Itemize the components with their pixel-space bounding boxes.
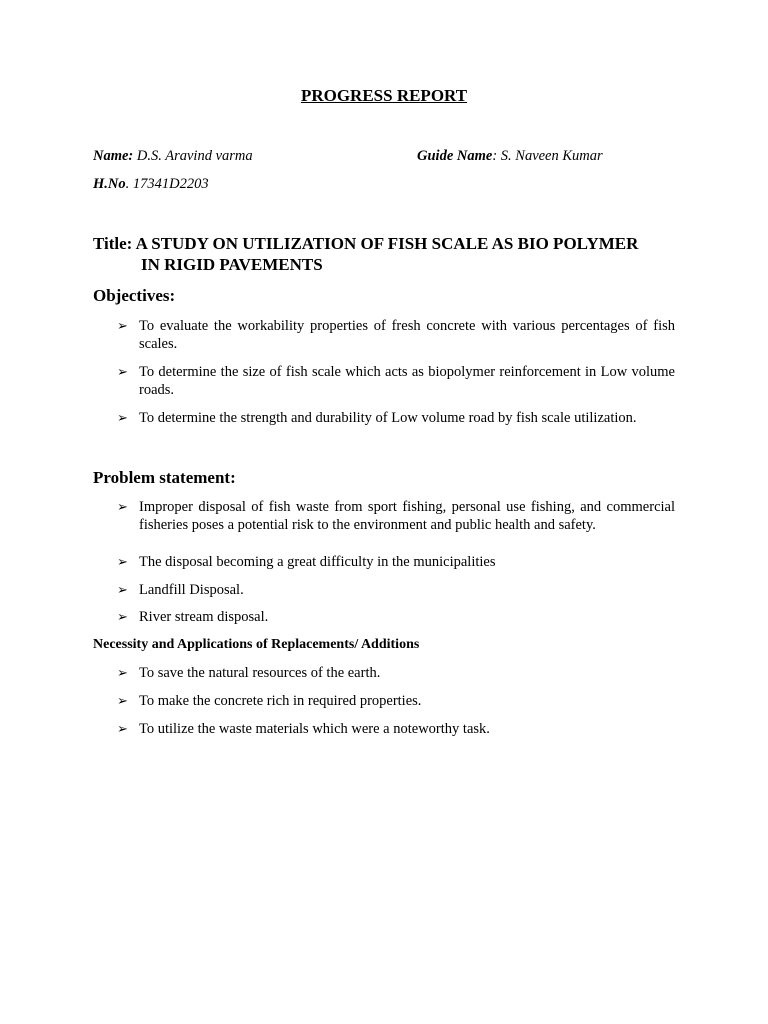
list-item: ➢ River stream disposal. <box>117 609 269 625</box>
problem-statement-heading: Problem statement: <box>93 468 236 487</box>
arrow-bullet-icon: ➢ <box>117 554 128 569</box>
list-item: ➢ To save the natural resources of the earth. <box>117 665 381 681</box>
page-title: PROGRESS REPORT <box>300 86 468 105</box>
arrow-bullet-icon: ➢ <box>117 364 128 379</box>
title-label: Title: <box>93 234 136 253</box>
guide-value: : S. Naveen Kumar <box>492 148 603 164</box>
project-title <box>93 233 693 275</box>
list-item: ➢ To make the concrete rich in required properties. <box>117 693 422 709</box>
objectives-heading: Objectives: <box>93 286 176 305</box>
arrow-bullet-icon: ➢ <box>117 499 128 514</box>
hno-value: . 17341D2203 <box>125 176 209 192</box>
necessity-heading: Necessity and Applications of Replacements/ Additions <box>93 637 420 652</box>
list-item: ➢ The disposal becoming a great difficulty in the municipalities <box>117 554 496 570</box>
arrow-bullet-icon: ➢ <box>117 582 128 597</box>
list-item: ➢ To utilize the waste materials which were a noteworthy task. <box>117 721 490 737</box>
arrow-bullet-icon: ➢ <box>117 693 128 708</box>
list-item: ➢ Landfill Disposal. <box>117 582 244 598</box>
arrow-bullet-icon: ➢ <box>117 318 128 333</box>
name-value: D.S. Aravind varma <box>133 148 253 164</box>
arrow-bullet-icon: ➢ <box>117 665 128 680</box>
hall-ticket-number <box>93 176 209 193</box>
arrow-bullet-icon: ➢ <box>117 721 128 736</box>
student-name <box>93 148 253 165</box>
arrow-bullet-icon: ➢ <box>117 410 128 425</box>
guide-label: Guide Name <box>417 148 493 164</box>
title-line-1: A STUDY ON UTILIZATION OF FISH SCALE AS BIO POLYMER <box>135 234 639 253</box>
list-item: ➢ To evaluate the workability properties of fresh concrete with various percentages of fish scales. <box>117 318 675 352</box>
arrow-bullet-icon: ➢ <box>117 609 128 624</box>
list-item: ➢ To determine the size of fish scale which acts as biopolymer reinforcement in Low volume roads. <box>117 364 675 398</box>
list-item: ➢ To determine the strength and durability of Low volume road by fish scale utilization. <box>117 410 637 426</box>
hno-label: H.No <box>93 176 126 192</box>
list-item: ➢ Improper disposal of fish waste from sport fishing, personal use fishing, and commercial fisheries poses a potential risk to the environment and public health and safety. <box>117 499 675 533</box>
guide-name <box>417 148 603 165</box>
title-line-2: IN RIGID PAVEMENTS <box>141 255 323 274</box>
name-label: Name: <box>93 148 134 164</box>
